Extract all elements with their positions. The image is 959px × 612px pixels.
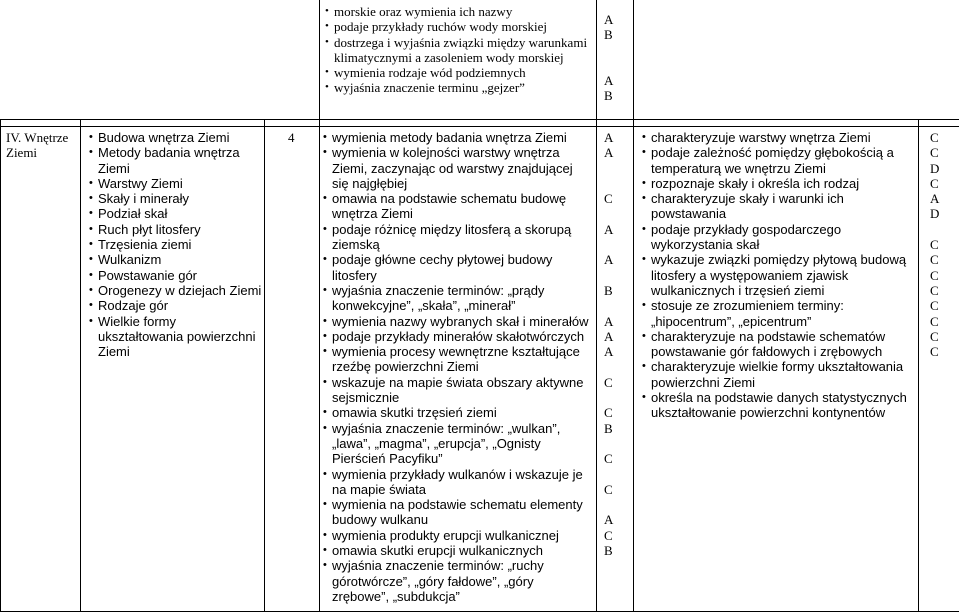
level-letter: C bbox=[604, 481, 613, 497]
level-letter: C bbox=[930, 344, 939, 360]
level-letter bbox=[604, 359, 624, 374]
grid-line bbox=[918, 120, 919, 612]
requirement-item: • omawia skutki erupcji wulkanicznych bbox=[322, 543, 592, 558]
level-letter: C bbox=[930, 282, 939, 298]
level-letter: C bbox=[930, 298, 939, 314]
row-divider bbox=[0, 126, 959, 127]
level-letter: B bbox=[604, 27, 613, 43]
topic-item: • Trzęsienia ziemi bbox=[88, 237, 263, 252]
requirement-item: • wymienia nazwy wybranych skał i minerałów bbox=[322, 314, 592, 329]
grid-line bbox=[596, 0, 597, 612]
basic-requirements-list bbox=[322, 130, 592, 604]
requirement-item: • podaje przykłady minerałów skałotwórczych bbox=[322, 329, 592, 344]
requirement-item: • wymienia procesy wewnętrzne kształtujące rzeźbę powierzchni Ziemi bbox=[322, 344, 592, 375]
section-number: IV. Wnętrze Ziemi bbox=[6, 130, 69, 161]
level-letter: B bbox=[604, 88, 613, 104]
topics-list bbox=[88, 130, 263, 359]
requirement-item: • rozpoznaje skały i określa ich rodzaj bbox=[641, 176, 916, 191]
level-letter: D bbox=[930, 160, 940, 176]
topic-item: • Ruch płyt litosfery bbox=[88, 222, 263, 237]
requirement-item: • wymienia produkty erupcji wulkanicznej bbox=[322, 528, 592, 543]
level-letter: C bbox=[930, 130, 939, 145]
requirement-item: • wymienia przykłady wulkanów i wskazuje je na mapie świata bbox=[322, 467, 592, 498]
requirement-item: • wyjaśnia znaczenie terminów: „ruchy górotwórcze”, „góry fałdowe”, „góry zrębowe”, „subdukcja” bbox=[322, 558, 592, 604]
grid-line bbox=[80, 120, 81, 612]
level-letter bbox=[604, 161, 624, 176]
requirement-item: • charakteryzuje wielkie formy ukształtowania powierzchni Ziemi bbox=[641, 359, 916, 390]
requirement-item: • dostrzega i wyjaśnia związki między warunkami klimatycznymi a zasoleniem wody morskiej bbox=[324, 35, 589, 66]
requirement-item: • wyjaśnia znaczenie terminu „gejzer” bbox=[324, 80, 589, 95]
requirement-item: • wymienia w kolejności warstwy wnętrza Ziemi, zaczynając od warstwy znajdującej się najgłębiej bbox=[322, 145, 592, 191]
requirement-item: • wymienia rodzaje wód podziemnych bbox=[324, 65, 589, 80]
topic-item: • Warstwy Ziemi bbox=[88, 176, 263, 191]
requirement-item: • morskie oraz wymienia ich nazwy bbox=[324, 4, 589, 19]
level-letter: C bbox=[930, 145, 939, 161]
grid-line bbox=[264, 120, 265, 612]
level-letter: D bbox=[930, 206, 940, 222]
level-letter: C bbox=[930, 237, 939, 253]
grid-line bbox=[319, 0, 320, 612]
extended-requirements-list bbox=[641, 130, 916, 421]
requirement-item: • wykazuje związki pomiędzy płytową budową litosfery a występowaniem zjawisk wulkanicznych i trzęsień ziemi bbox=[641, 252, 916, 298]
level-letter: C bbox=[930, 267, 939, 283]
topic-item: • Wulkanizm bbox=[88, 252, 263, 267]
level-letter bbox=[604, 298, 624, 313]
requirement-item: • wskazuje na mapie świata obszary aktywne sejsmicznie bbox=[322, 375, 592, 406]
grid-line bbox=[0, 120, 1, 612]
requirement-item: • charakteryzuje skały i warunki ich powstawania bbox=[641, 191, 916, 222]
requirement-item: • charakteryzuje na podstawie schematów powstawanie gór fałdowych i zrębowych bbox=[641, 329, 916, 360]
level-letter: C bbox=[930, 175, 939, 191]
requirement-item: • wymienia na podstawie schematu elementy budowy wulkanu bbox=[322, 497, 592, 528]
level-letter: C bbox=[604, 374, 613, 390]
level-letter: A bbox=[604, 145, 614, 161]
level-letter: A bbox=[604, 328, 614, 344]
level-letter: B bbox=[604, 282, 613, 298]
level-letter bbox=[930, 222, 950, 237]
basic-requirement-levels bbox=[604, 130, 624, 558]
requirement-item: • omawia skutki trzęsień ziemi bbox=[322, 405, 592, 420]
level-letter: C bbox=[930, 313, 939, 329]
level-letter bbox=[604, 268, 624, 283]
topic-item: • Wielkie formy ukształtowania powierzchni Ziemi bbox=[88, 314, 263, 360]
requirement-item: • podaje przykłady gospodarczego wykorzystania skał bbox=[641, 222, 916, 253]
level-letter: A bbox=[930, 191, 940, 207]
requirement-item: • omawia na podstawie schematu budowę wnętrza Ziemi bbox=[322, 191, 592, 222]
level-letter bbox=[604, 176, 624, 191]
level-letter: B bbox=[604, 543, 613, 559]
previous-section-levels bbox=[604, 12, 624, 104]
topic-item: • Orogenezy w dziejach Ziemi bbox=[88, 283, 263, 298]
level-letter bbox=[604, 58, 624, 73]
level-letter: A bbox=[604, 252, 614, 268]
level-letter: C bbox=[930, 252, 939, 268]
requirement-item: • określa na podstawie danych statystycznych ukształtowanie powierzchni kontynentów bbox=[641, 390, 916, 421]
level-letter: A bbox=[604, 221, 614, 237]
level-letter: A bbox=[604, 130, 614, 145]
level-letter bbox=[604, 390, 624, 405]
topic-item: • Skały i minerały bbox=[88, 191, 263, 206]
extended-requirement-levels bbox=[930, 130, 950, 359]
level-letter bbox=[604, 497, 624, 512]
requirement-item: • podaje główne cechy płytowej budowy litosfery bbox=[322, 252, 592, 283]
level-letter: C bbox=[930, 328, 939, 344]
grid-line bbox=[633, 0, 634, 612]
topic-item: • Budowa wnętrza Ziemi bbox=[88, 130, 263, 145]
level-letter bbox=[604, 467, 624, 482]
level-letter: B bbox=[604, 420, 613, 436]
level-letter: C bbox=[604, 191, 613, 207]
requirement-item: • podaje różnicę między litosferą a skorupą ziemską bbox=[322, 222, 592, 253]
requirement-item: • wyjaśnia znaczenie terminów: „prądy konwekcyjne”, „skała”, „minerał” bbox=[322, 283, 592, 314]
level-letter: C bbox=[604, 451, 613, 467]
requirement-item: • wymienia metody badania wnętrza Ziemi bbox=[322, 130, 592, 145]
level-letter bbox=[604, 206, 624, 221]
topic-item: • Powstawanie gór bbox=[88, 268, 263, 283]
requirement-item: • podaje zależność pomiędzy głębokością a temperaturą we wnętrzu Ziemi bbox=[641, 145, 916, 176]
previous-section-requirements bbox=[324, 4, 589, 96]
level-letter: A bbox=[604, 73, 614, 89]
level-letter: A bbox=[604, 313, 614, 329]
level-letter bbox=[604, 237, 624, 252]
topic-item: • Podział skał bbox=[88, 206, 263, 221]
topic-item: • Rodzaje gór bbox=[88, 298, 263, 313]
level-letter: C bbox=[604, 527, 613, 543]
requirement-item: • wyjaśnia znaczenie terminów: „wulkan”, „lawa”, „magma”, „erupcja”, „Ognisty Pierścień Pacyfiku” bbox=[322, 421, 592, 467]
level-letter: C bbox=[604, 405, 613, 421]
level-letter bbox=[604, 43, 624, 58]
level-letter: A bbox=[604, 12, 614, 27]
requirement-item: • podaje przykłady ruchów wody morskiej bbox=[324, 19, 589, 34]
level-letter bbox=[604, 436, 624, 451]
level-letter: A bbox=[604, 512, 614, 528]
level-letter: A bbox=[604, 344, 614, 360]
hours-count: 4 bbox=[288, 130, 295, 145]
requirement-item: • stosuje ze zrozumieniem terminy: „hipocentrum”, „epicentrum” bbox=[641, 298, 916, 329]
row-divider bbox=[0, 119, 959, 120]
topic-item: • Metody badania wnętrza Ziemi bbox=[88, 145, 263, 176]
requirement-item: • charakteryzuje warstwy wnętrza Ziemi bbox=[641, 130, 916, 145]
